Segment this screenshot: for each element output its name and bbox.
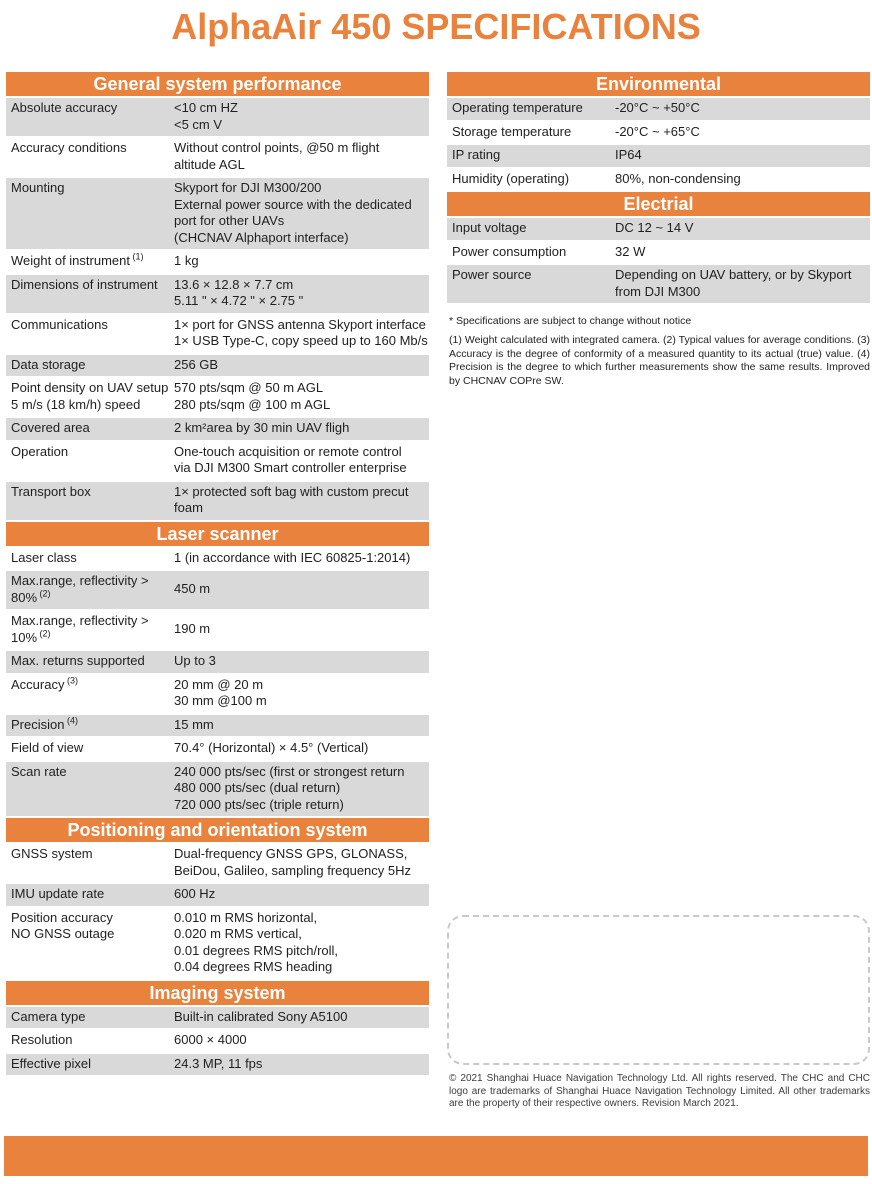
spec-label: Position accuracy NO GNSS outage: [11, 909, 115, 941]
spec-value: 2 km²area by 30 min UAV fligh: [174, 420, 350, 435]
spec-row: [6, 98, 429, 136]
spec-row: [6, 884, 429, 906]
footnote-marker: (4): [64, 715, 78, 726]
spec-value: Up to 3: [174, 653, 216, 668]
spec-label: Data storage: [11, 356, 86, 372]
spec-value: 570 pts/sqm @ 50 m AGL 280 pts/sqm @ 100 m AGL: [174, 380, 331, 412]
spec-row: [6, 442, 429, 480]
section-header: Environmental: [447, 72, 870, 96]
spec-label: Camera type: [11, 1008, 86, 1024]
spec-row: [6, 715, 429, 737]
spec-label: Absolute accuracy: [11, 100, 118, 115]
spec-label: GNSS system: [11, 846, 93, 861]
spec-row: [447, 98, 870, 120]
spec-label: Max.range, reflectivity > 80% $^{(2)}$: [11, 573, 149, 605]
spec-row: [6, 762, 429, 817]
spec-value: Skyport for DJI M300/200 External power source with the dedicated port for other UAVs (CHCNAV Alphaport interface): [174, 180, 412, 245]
spec-label: Input voltage: [452, 220, 527, 235]
spec-label: Point density on UAV setup 5 m/s (18 km/h) speed: [11, 380, 169, 412]
spec-row: [447, 242, 870, 264]
spec-value: Built-in calibrated Sony A5100: [174, 1008, 348, 1024]
spec-row: [6, 908, 429, 979]
spec-row: [447, 265, 870, 303]
spec-value: 1 (in accordance with IEC 60825-1:2014): [174, 549, 411, 565]
spec-value: 190 m: [174, 621, 211, 637]
spec-value: DC 12 ~ 14 V: [615, 220, 694, 235]
spec-value: 240 000 pts/sec (first or strongest return 480 000 pts/sec (dual return) 720 000 pts/sec (triple return): [174, 763, 405, 812]
spec-label: Laser class: [11, 549, 77, 565]
spec-row: [6, 651, 429, 673]
spec-row: [6, 675, 429, 713]
spec-row: [6, 138, 429, 176]
spec-label: Resolution: [11, 1032, 73, 1047]
spec-row: [6, 355, 429, 377]
spec-value: Depending on UAV battery, or by Skyport from DJI M300: [615, 267, 852, 299]
spec-value: 1× protected soft bag with custom precut foam: [174, 483, 409, 515]
section-header: Laser scanner: [6, 522, 429, 546]
spec-label: Dimensions of instrument: [11, 276, 158, 292]
spec-change-note: * Specifications are subject to change without notice: [449, 315, 692, 327]
spec-label: Communications: [11, 316, 108, 332]
numbered-footnotes: (1) Weight calculated with integrated camera. (2) Typical values for average conditions. (3) Accuracy is the degree of conformity of a measured quantity to its actual (true) value. (4) Precision is the degree to which further measurements show the same results. Improved by CHCNAV COPre SW.: [449, 334, 870, 387]
spec-row: [447, 218, 870, 240]
footnote-marker: (2): [37, 588, 51, 599]
spec-row: [6, 611, 429, 649]
spec-label: Mounting: [11, 180, 65, 195]
spec-value: 1 kg: [174, 253, 199, 268]
spec-value: 15 mm: [174, 716, 214, 732]
spec-value: -20°C ~ +65°C: [615, 123, 700, 139]
spec-value: 20 mm @ 20 m 30 mm @100 m: [174, 676, 267, 708]
spec-row: [6, 482, 429, 520]
spec-label: Humidity (operating): [452, 170, 570, 186]
spec-row: [6, 315, 429, 353]
spec-row: [6, 844, 429, 882]
spec-row: [447, 145, 870, 167]
spec-label: Field of view: [11, 740, 84, 755]
spec-row: [6, 251, 429, 273]
spec-label: Effective pixel: [11, 1055, 91, 1071]
spec-value: 80%, non-condensing: [615, 170, 741, 186]
two-column-layout: [0, 72, 872, 1111]
copyright-text: © 2021 Shanghai Huace Navigation Technology Ltd. All rights reserved. The CHC and CHC logo are trademarks of Shanghai Huace Navigation Technology Limited. All other trademarks are the property of their respective owners. Revision March 2021.: [449, 1073, 870, 1109]
section-header: Imaging system: [6, 981, 429, 1005]
footnote-marker: (3): [64, 675, 78, 686]
spec-row: [447, 122, 870, 144]
spec-row: [6, 1054, 429, 1076]
footnote-marker: (1): [129, 251, 144, 262]
spec-row: [447, 169, 870, 191]
spec-label: Operating temperature: [452, 100, 583, 115]
spec-row: [6, 1030, 429, 1052]
spec-row: [6, 178, 429, 249]
spec-label: Accuracy $^{(3)}$: [11, 675, 78, 692]
spec-row: [6, 548, 429, 570]
spec-label: IMU update rate: [11, 886, 105, 901]
spec-value: -20°C ~ +50°C: [615, 100, 700, 115]
section-header: Positioning and orientation system: [6, 818, 429, 842]
bottom-accent-bar: [4, 1136, 868, 1176]
spec-value: 24.3 MP, 11 fps: [174, 1055, 263, 1071]
left-column: [6, 72, 429, 1111]
spec-value: Without control points, @50 m flight altitude AGL: [174, 140, 380, 172]
footnote-marker: (2): [37, 628, 51, 639]
spec-label: Covered area: [11, 420, 90, 435]
spec-label: Weight of instrument $^{(1)}$: [11, 251, 144, 268]
spec-value: 70.4° (Horizontal) × 4.5° (Vertical): [174, 740, 369, 755]
spec-label: Power consumption: [452, 243, 567, 259]
spec-label: Max. returns supported: [11, 653, 145, 668]
spec-value: 32 W: [615, 243, 646, 259]
spec-value: 13.6 × 12.8 × 7.7 cm 5.11 " × 4.72 " × 2.75 ": [174, 276, 304, 308]
spec-value: 1× port for GNSS antenna Skyport interface 1× USB Type-C, copy speed up to 160 Mb/s: [174, 316, 428, 348]
empty-placeholder-box: [447, 915, 870, 1065]
spec-row: [6, 571, 429, 609]
page-title: AlphaAir 450 SPECIFICATIONS: [171, 6, 701, 47]
spec-row: [6, 378, 429, 416]
spec-label: Transport box: [11, 483, 91, 499]
spec-value: 6000 × 4000: [174, 1032, 247, 1047]
right-column: [447, 72, 870, 1111]
spec-value: <10 cm HZ <5 cm V: [174, 100, 238, 132]
spec-label: IP rating: [452, 147, 501, 162]
spec-label: Storage temperature: [452, 123, 572, 139]
spec-label: Scan rate: [11, 763, 67, 779]
section-header: Electrial: [447, 192, 870, 216]
section-header: General system performance: [6, 72, 429, 96]
spec-label: Operation: [11, 443, 69, 459]
right-tables: [447, 72, 870, 303]
spec-label: Max.range, reflectivity > 10% $^{(2)}$: [11, 613, 149, 645]
spec-value: 450 m: [174, 581, 211, 597]
spec-row: [6, 275, 429, 313]
spec-row: [6, 418, 429, 440]
spec-label: Accuracy conditions: [11, 140, 127, 155]
spec-label: Power source: [452, 267, 532, 282]
spec-row: [6, 1007, 429, 1029]
spec-value: IP64: [615, 147, 642, 162]
spec-sheet-page: [0, 6, 872, 1111]
spec-value: 600 Hz: [174, 886, 216, 901]
spec-row: [6, 738, 429, 760]
spec-value: One-touch acquisition or remote control via DJI M300 Smart controller enterprise: [174, 443, 407, 475]
spec-value: Dual-frequency GNSS GPS, GLONASS, BeiDou, Galileo, sampling frequency 5Hz: [174, 846, 412, 878]
spec-label: Precision $^{(4)}$: [11, 715, 78, 732]
spec-value: 256 GB: [174, 356, 219, 372]
spec-value: 0.010 m RMS horizontal, 0.020 m RMS vertical, 0.01 degrees RMS pitch/roll, 0.04 degrees RMS heading: [174, 909, 339, 974]
